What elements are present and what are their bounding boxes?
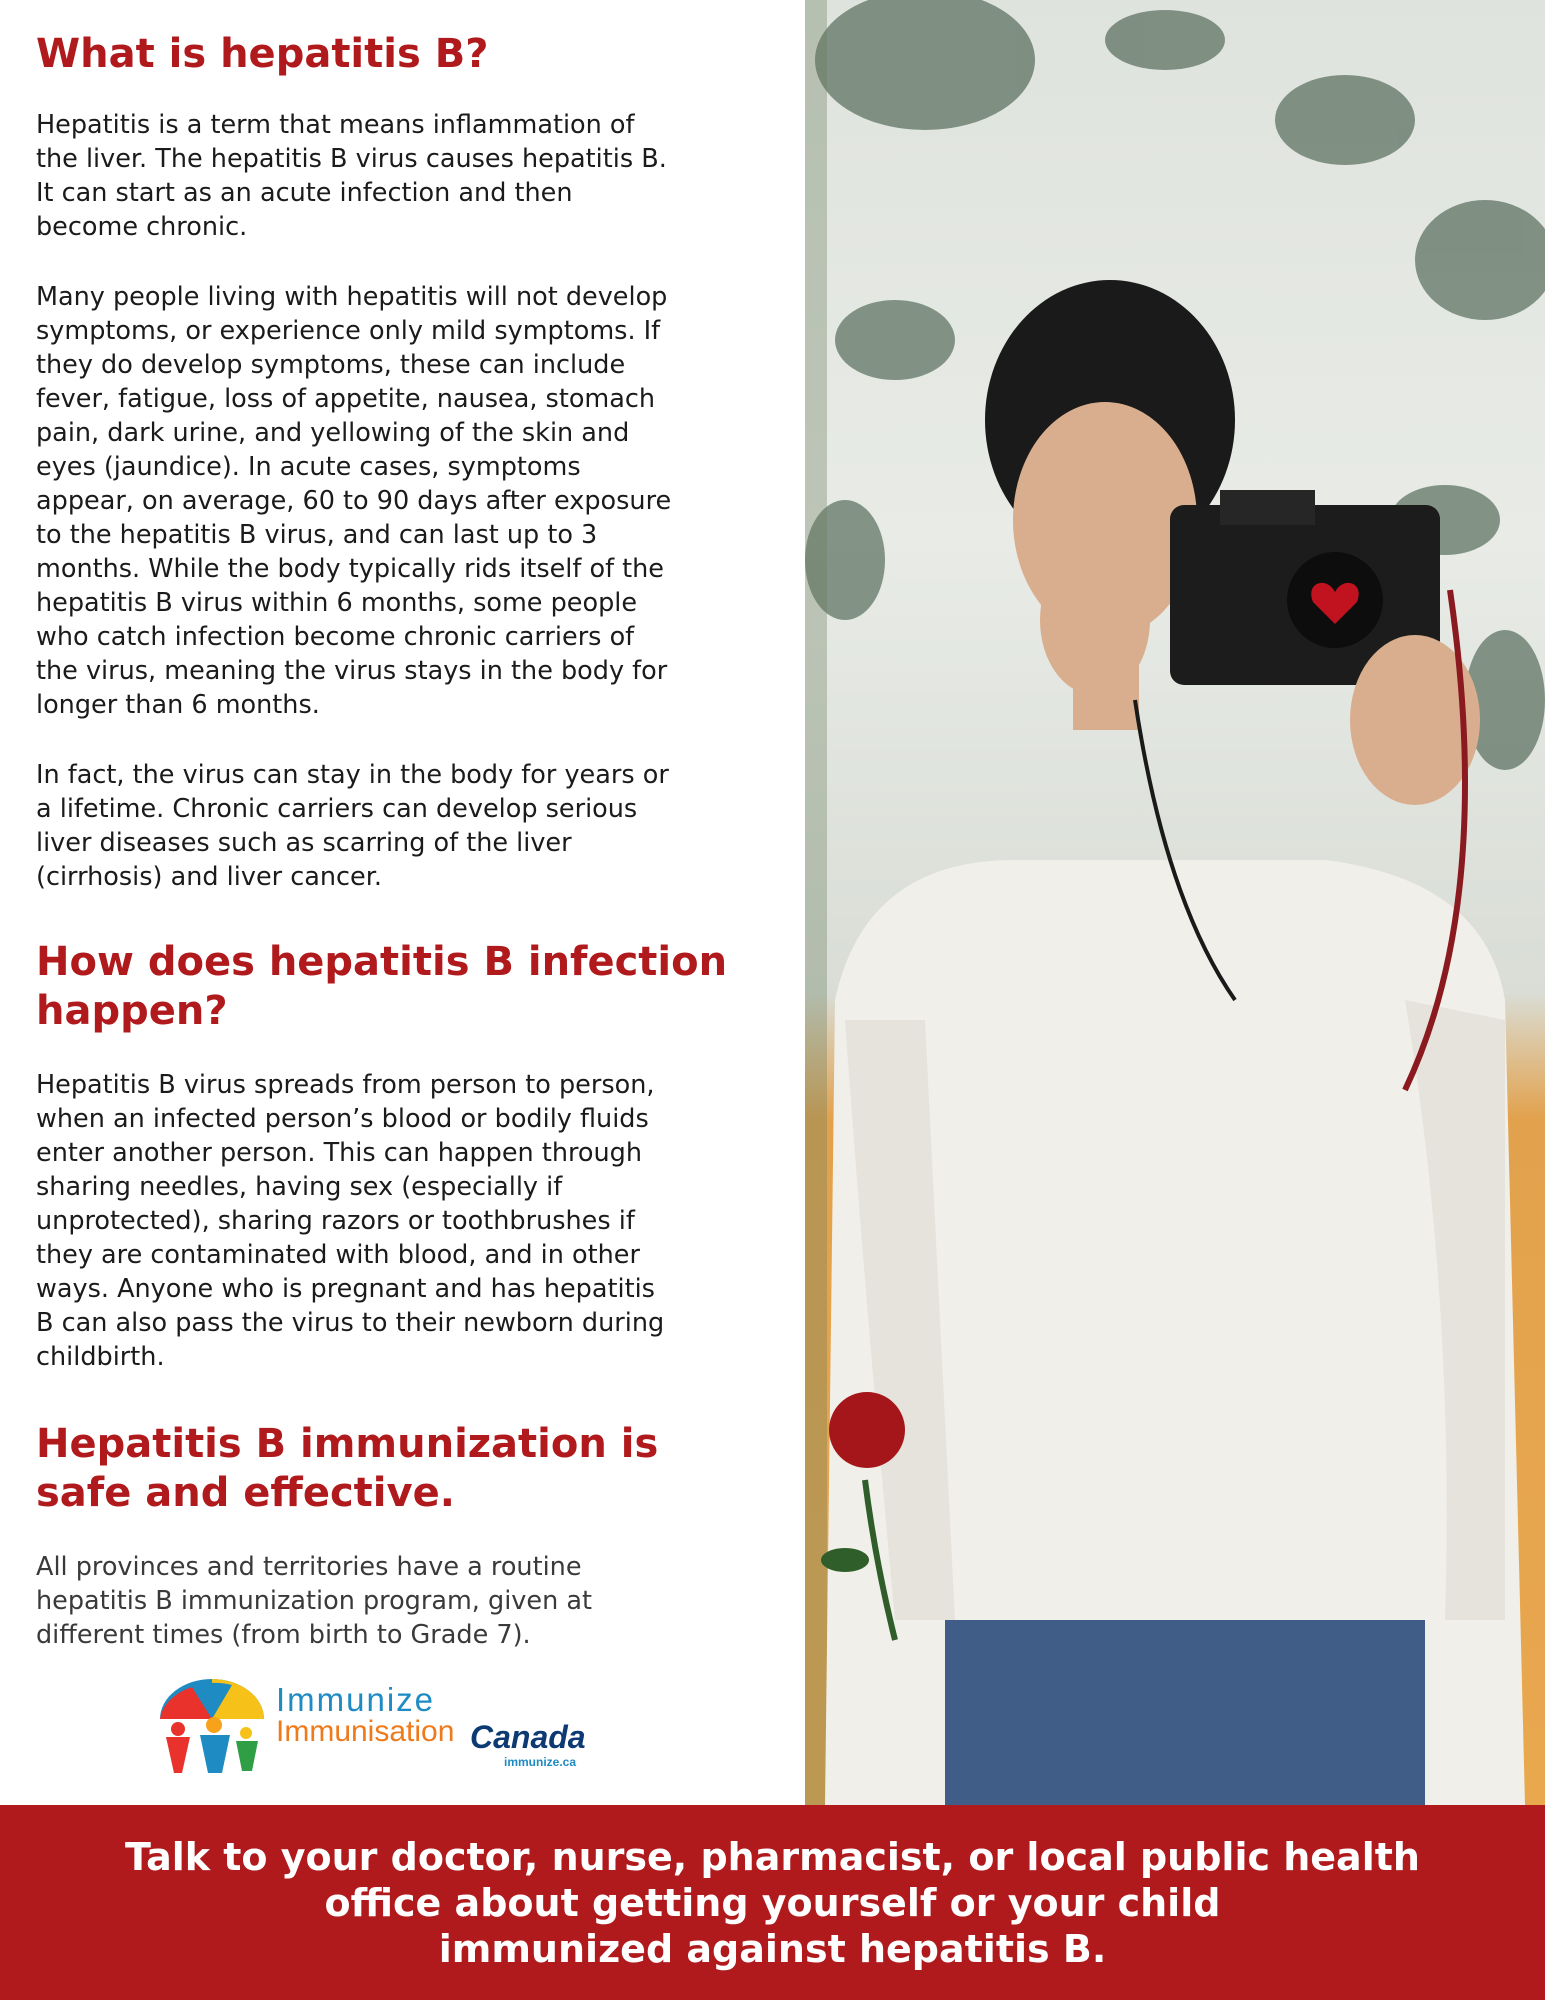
heading-text: How does hepatitis B infection <box>36 939 728 985</box>
line: sharing needles, having sex (especially if <box>36 1172 563 1202</box>
heading-how-infection-happens <box>36 938 727 1036</box>
line: B can also pass the virus to their newborn during <box>36 1308 665 1338</box>
paragraph-definition <box>36 108 796 244</box>
line: pain, dark urine, and yellowing of the skin and <box>36 418 630 448</box>
line: Many people living with hepatitis will not develop <box>36 282 668 312</box>
line: eyes (jaundice). In acute cases, symptoms <box>36 452 581 482</box>
heading-text: happen? <box>36 988 228 1034</box>
logo-text-immunize: Immunize <box>276 1681 436 1718</box>
heading-text: What is hepatitis B? <box>36 31 489 77</box>
logo-text-canada: Canada <box>470 1719 586 1755</box>
text-column <box>0 0 805 1805</box>
line: months. While the body typically rids itself of the <box>36 554 664 584</box>
line: different times (from birth to Grade 7). <box>36 1620 531 1650</box>
line: immunized against hepatitis B. <box>438 1926 1107 1971</box>
line: Hepatitis is a term that means inflammation of <box>36 110 635 140</box>
line: who catch infection become chronic carriers of <box>36 622 635 652</box>
line: they are contaminated with blood, and in other <box>36 1240 640 1270</box>
immunize-canada-logo <box>152 1675 612 1775</box>
line: when an infected person’s blood or bodily fluids <box>36 1104 649 1134</box>
line: appear, on average, 60 to 90 days after exposure <box>36 486 672 516</box>
line: liver diseases such as scarring of the liver <box>36 828 572 858</box>
photo-illustration <box>805 0 1545 1805</box>
heading-immunization-safe <box>36 1420 658 1518</box>
heading-text: Hepatitis B immunization is <box>36 1421 659 1467</box>
line: the virus, meaning the virus stays in the body for <box>36 656 668 686</box>
line: hepatitis B virus within 6 months, some people <box>36 588 638 618</box>
line: fever, fatigue, loss of appetite, nausea, stomach <box>36 384 656 414</box>
line: become chronic. <box>36 212 248 242</box>
line: a lifetime. Chronic carriers can develop serious <box>36 794 638 824</box>
line: longer than 6 months. <box>36 690 320 720</box>
line: Talk to your doctor, nurse, pharmacist, or local public health <box>125 1834 1420 1879</box>
logo-text-immunisation: Immunisation <box>276 1715 455 1748</box>
umbrella-family-icon <box>152 1675 272 1775</box>
line: All provinces and territories have a routine <box>36 1552 582 1582</box>
paragraph-symptoms <box>36 280 796 722</box>
paragraph-transmission <box>36 1068 796 1374</box>
line: (cirrhosis) and liver cancer. <box>36 862 382 892</box>
line: ways. Anyone who is pregnant and has hepatitis <box>36 1274 655 1304</box>
heading-text: safe and effective. <box>36 1470 455 1516</box>
line: to the hepatitis B virus, and can last up to 3 <box>36 520 598 550</box>
line: In fact, the virus can stay in the body for years or <box>36 760 669 790</box>
call-to-action-text <box>33 1834 1513 1972</box>
call-to-action-banner <box>0 1805 1545 2000</box>
heading-what-is-hepatitis-b <box>36 30 488 79</box>
line: hepatitis B immunization program, given at <box>36 1586 592 1616</box>
paragraph-program <box>36 1550 796 1652</box>
line: unprotected), sharing razors or toothbrushes if <box>36 1206 635 1236</box>
line: the liver. The hepatitis B virus causes hepatitis B. <box>36 144 667 174</box>
logo-url: immunize.ca <box>504 1755 577 1769</box>
line: It can start as an acute infection and then <box>36 178 573 208</box>
line: Hepatitis B virus spreads from person to person, <box>36 1070 655 1100</box>
line: they do develop symptoms, these can include <box>36 350 626 380</box>
line: enter another person. This can happen through <box>36 1138 643 1168</box>
line: childbirth. <box>36 1342 165 1372</box>
line: office about getting yourself or your child <box>324 1880 1221 1925</box>
line: symptoms, or experience only mild symptoms. If <box>36 316 661 346</box>
paragraph-chronic <box>36 758 796 894</box>
photo-woman-with-camera <box>805 0 1545 1805</box>
